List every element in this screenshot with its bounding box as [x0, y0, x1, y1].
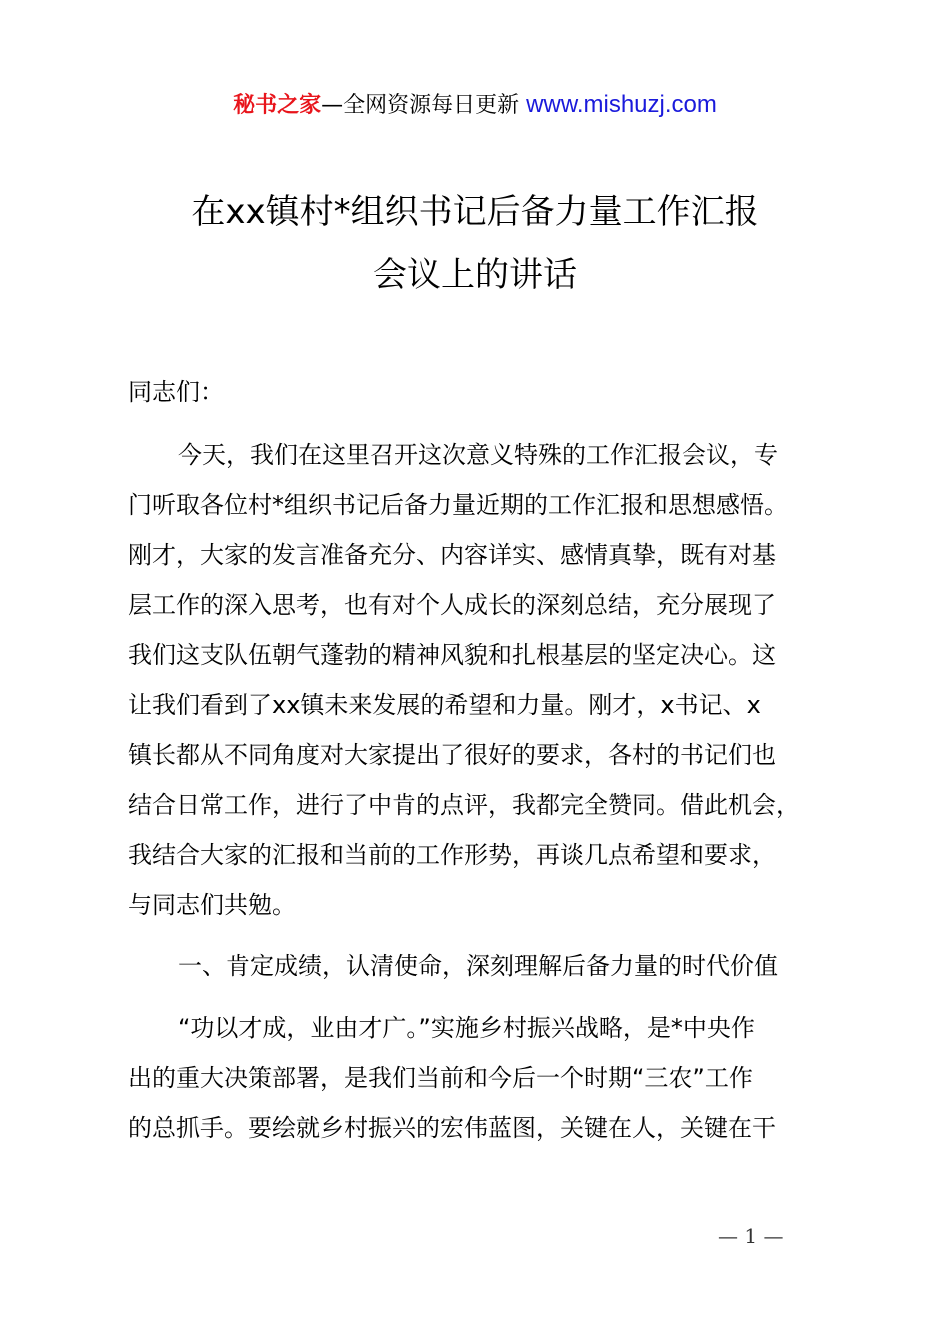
paragraph-line: 今天，我们在这里召开这次意义特殊的工作汇报会议，专 [178, 441, 778, 469]
paragraph-line: 让我们看到了xx镇未来发展的希望和力量。刚才，x书记、x [128, 691, 761, 719]
paragraph-line: 出的重大决策部署，是我们当前和今后一个时期“三农”工作 [128, 1064, 753, 1092]
paragraph-line: 与同志们共勉。 [128, 891, 296, 919]
paragraph-line: 结合日常工作，进行了中肯的点评，我都完全赞同。借此机会， [128, 791, 800, 819]
paragraph-line: “功以才成，业由才广。”实施乡村振兴战略，是*中央作 [178, 1014, 755, 1042]
paragraph-line: 我们这支队伍朝气蓬勃的精神风貌和扎根基层的坚定决心。这 [128, 641, 776, 669]
site-header [0, 88, 950, 119]
brand-name: 秘书之家 [233, 93, 322, 118]
section-heading: 一、肯定成绩，认清使命，深刻理解后备力量的时代价值 [178, 952, 778, 980]
paragraph-line: 门听取各位村*组织书记后备力量近期的工作汇报和思想感悟。 [128, 491, 788, 519]
paragraph-line: 刚才，大家的发言准备充分、内容详实、感情真挚，既有对基 [128, 541, 776, 569]
paragraph-line: 我结合大家的汇报和当前的工作形势，再谈几点希望和要求， [128, 841, 776, 869]
site-url[interactable]: www.mishuzj.com [526, 91, 717, 118]
tagline: —全网资源每日更新 [321, 93, 520, 118]
page-number: — 1 — [718, 1224, 784, 1248]
paragraph-line: 镇长都从不同角度对大家提出了很好的要求，各村的书记们也 [128, 741, 776, 769]
document-title-line-2: 会议上的讲话 [373, 255, 577, 295]
salutation: 同志们： [128, 378, 224, 406]
paragraph-line: 层工作的深入思考，也有对个人成长的深刻总结，充分展现了 [128, 591, 776, 619]
document-title-line-1: 在xx镇村*组织书记后备力量工作汇报 [191, 192, 759, 232]
paragraph-line: 的总抓手。要绘就乡村振兴的宏伟蓝图，关键在人，关键在干 [128, 1114, 776, 1142]
